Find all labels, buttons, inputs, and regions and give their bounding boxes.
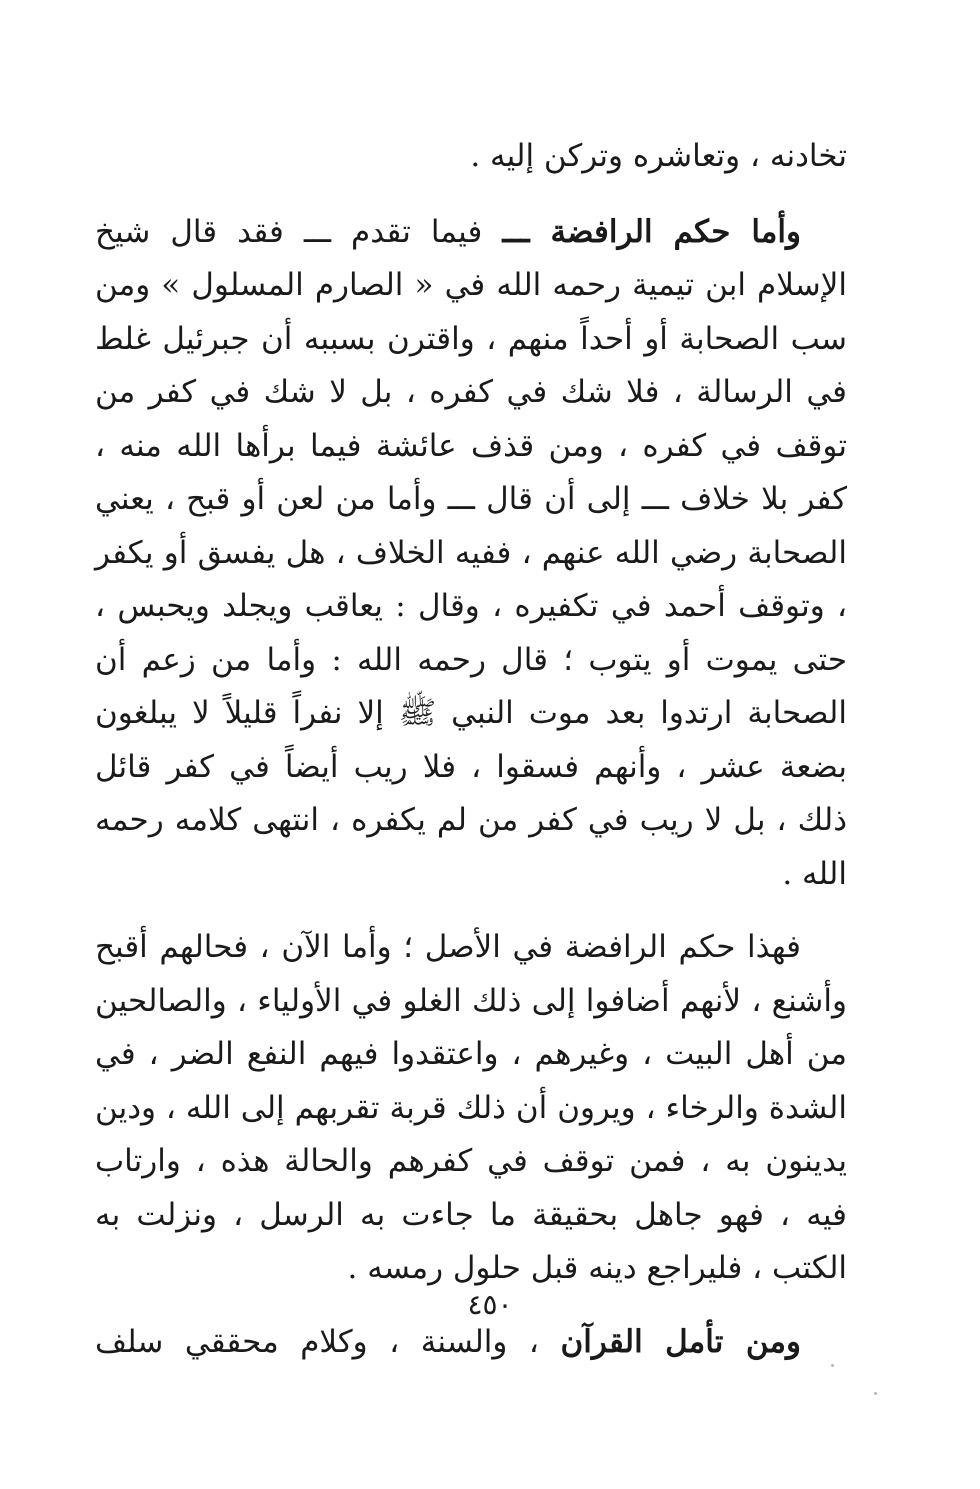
paragraph-1 <box>95 130 847 184</box>
page-body <box>95 130 847 1369</box>
paragraph-2 <box>95 206 847 902</box>
paragraph-3-text: فهذا حكم الرافضة في الأصل ؛ وأما الآن ، فحالهم أقبح وأشنع ، لأنهم أضافوا إلى ذلك الغلو في الأولياء ، والصالحين من أهل البيت ، وغيرهم ، واعتقدوا فيهم النفع الضر ، في الشدة والرخاء ، ويرون أن ذلك قربة تقربهم إلى الله ، ودين يدينون به ، فمن توقف في كفرهم والحالة هذه ، وارتاب فيه ، فهو جاهل بحقيقة ما جاءت به الرسل ، ونزلت به الكتب ، فليراجع دينه قبل حلول رمسه . <box>95 929 847 1286</box>
paragraph-2-lead: وأما حكم الرافضة ـــ <box>502 213 801 250</box>
paragraph-4 <box>95 1316 847 1370</box>
paragraph-3 <box>95 921 847 1296</box>
paragraph-4-text: ، والسنة ، وكلام محققي سلف <box>95 1323 561 1360</box>
page-number: ٤٥٠ <box>467 1288 513 1321</box>
scan-speck <box>831 1364 834 1367</box>
paragraph-4-lead: ومن تأمل القرآن <box>560 1323 801 1360</box>
paragraph-2-text: فيما تقدم ـــ فقد قال شيخ الإسلام ابن تيمية رحمه الله في « الصارم المسلول » ومن سب الصحابة أو أحداً منهم ، واقترن بسببه أن جبرئيل غلط في الرسالة ، فلا شك في كفره ، بل لا شك في كفر من توقف في كفره ، ومن قذف عائشة فيما برأها الله منه ، كفر بلا خلاف ـــ إلى أن قال ـــ وأما من لعن أو قبح ، يعني الصحابة رضي الله عنهم ، ففيه الخلاف ، هل يفسق أو يكفر ، وتوقف أحمد في تكفيره ، وقال : يعاقب ويجلد ويحبس ، حتى يموت أو يتوب ؛ قال رحمه الله : وأما من زعم أن الصحابة ارتدوا بعد موت النبي ﷺ إلا نفراً قليلاً لا يبلغون بضعة عشر ، وأنهم فسقوا ، فلا ريب أيضاً في كفر قائل ذلك ، بل لا ريب في كفر من لم يكفره ، انتهى كلامه رحمه الله . <box>95 213 847 892</box>
scan-speck <box>874 1392 877 1395</box>
paragraph-1-text: تخادنه ، وتعاشره وتركن إليه . <box>470 138 847 174</box>
